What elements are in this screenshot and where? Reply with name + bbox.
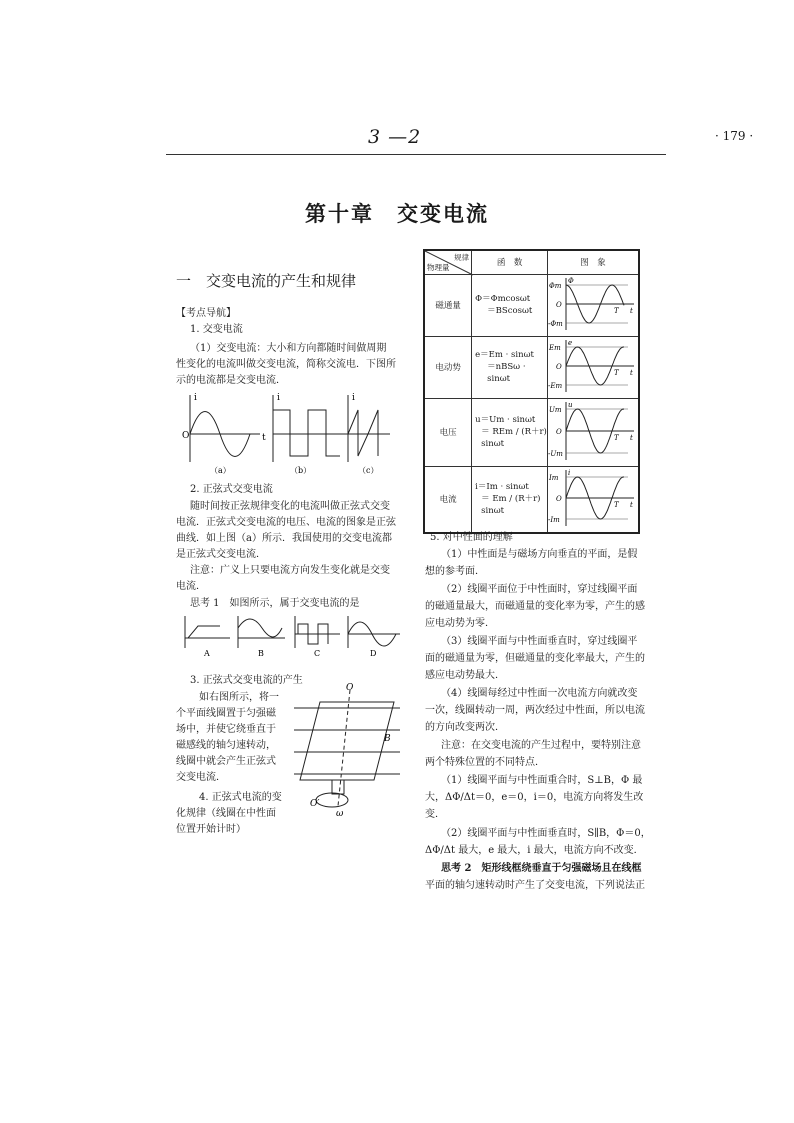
para-line: 个平面线圈置于匀强磁 <box>176 708 276 719</box>
row-name: 电压 <box>424 398 472 466</box>
fig1-label-a: （a） <box>210 466 231 475</box>
omega-label: ω <box>336 809 344 819</box>
max-label: Em <box>549 343 561 352</box>
min-label: -Em <box>548 381 563 390</box>
period-label: T <box>614 500 619 509</box>
header-rule-label: 规律 <box>454 253 470 262</box>
para-heading-4: 4. 正弦式电流的变 <box>199 792 282 803</box>
fig1-label-b: （b） <box>290 466 312 475</box>
para-line: 曲线．如上图（a）所示．我国使用的交变电流都 <box>176 533 392 544</box>
note-line: 注意：在交变电流的产生过程中，要特别注意 <box>441 740 641 751</box>
waveform-figure-abc <box>180 390 395 475</box>
para-line: 示的电流都是交变电流． <box>176 375 286 386</box>
para-line: 随时间按正弦规律变化的电流叫做正弦式交变 <box>190 501 390 512</box>
formula-line: ＝ Em / (R＋r) sinωt <box>481 494 541 516</box>
min-label: -Um <box>548 449 563 458</box>
para-line: 线圈中就会产生正弦式 <box>176 756 276 767</box>
row-formula <box>472 466 548 533</box>
field-b-label: B <box>384 734 391 744</box>
table-row <box>424 398 639 466</box>
header-rule <box>166 154 666 155</box>
section-tag: 【考点导航】 <box>176 308 236 319</box>
header-qty-label: 物理量 <box>427 262 450 272</box>
para-line: 变． <box>425 809 445 820</box>
table-row <box>424 274 639 336</box>
header-diagonal-cell <box>424 250 472 274</box>
min-label: -Im <box>548 515 560 524</box>
section-title: 一 交变电流的产生和规律 <box>176 272 357 290</box>
para-line: 场中，并使它绕垂直于 <box>176 724 276 735</box>
header-graph: 图 象 <box>548 250 640 274</box>
origin-label: O <box>556 494 562 503</box>
option-label-a: A <box>204 649 210 658</box>
note-line: 两个特殊位置的不同特点． <box>425 757 545 768</box>
options-figure <box>180 614 405 659</box>
row-name: 电流 <box>424 466 472 533</box>
period-label: T <box>614 306 619 315</box>
para-line: 化规律（线圈在中性面 <box>176 808 276 819</box>
origin-label: O <box>556 300 562 309</box>
axis-label: i <box>568 468 571 477</box>
para-heading-2: 2. 正弦式交变电流 <box>190 484 273 495</box>
fig1-i-label: i <box>277 393 280 403</box>
para-line: 一次，线圈转动一周，两次经过中性面，所以电流 <box>425 705 645 716</box>
axis-o-top: O <box>346 683 354 693</box>
para-line: 磁感线的轴匀速转动， <box>176 740 276 751</box>
min-label: -Φm <box>548 319 563 328</box>
chapter-title: 第十章 交变电流 <box>305 201 489 226</box>
axis-o-bottom: O′ <box>310 799 320 809</box>
para-line: （1）交变电流：大小和方向都随时间做周期 <box>190 343 387 354</box>
para-line: （1）线圈平面与中性面重合时，S⊥B，Φ 最 <box>441 775 643 786</box>
para-line: 的方向改变两次． <box>425 722 505 733</box>
table-row <box>424 466 639 533</box>
question-1: 思考 1 如图所示，属于交变电流的是 <box>190 598 360 609</box>
row-graph <box>548 336 640 398</box>
ac-summary-table <box>423 249 640 534</box>
formula-line: i＝Im · sinωt <box>475 482 529 492</box>
row-graph <box>548 466 640 533</box>
t-label: t <box>630 368 633 377</box>
para-heading-5: 5. 对中性面的理解 <box>430 532 513 543</box>
option-label-b: B <box>258 649 264 658</box>
para-line: 交变电流． <box>176 772 226 783</box>
para-line: （1）中性面是与磁场方向垂直的平面，是假 <box>441 549 638 560</box>
formula-line: Φ＝Φmcosωt <box>475 294 531 304</box>
max-label: Φm <box>549 281 562 290</box>
row-name: 磁通量 <box>424 274 472 336</box>
option-label-c: C <box>314 649 321 658</box>
para-line: 平面的轴匀速转动时产生了交变电流，下列说法正 <box>425 880 645 891</box>
fig1-label-c: （c） <box>358 466 379 475</box>
para-line: （2）线圈平面与中性面垂直时，S∥B，Φ＝0， <box>441 828 651 839</box>
t-label: t <box>630 306 633 315</box>
axis-label: Φ <box>568 276 574 285</box>
option-label-d: D <box>370 649 377 658</box>
para-line: 的磁通量最大，而磁通量的变化率为零，产生的感 <box>425 601 645 612</box>
graph-svg <box>548 399 638 463</box>
fig1-o-label: O <box>182 431 190 441</box>
para-line: 电流． <box>176 581 206 592</box>
para-line: 电流．正弦式交变电流的电压、电流的图象是正弦 <box>176 517 396 528</box>
formula-line: ＝nBSω · sinωt <box>487 362 526 384</box>
para-line: 大，ΔΦ/Δt＝0，e＝0，i＝0，电流方向将发生改 <box>425 792 644 803</box>
para-line: 如右图所示，将一 <box>199 692 279 703</box>
para-heading-1: 1. 交变电流 <box>190 324 243 335</box>
origin-label: O <box>556 427 562 436</box>
para-line: 注意：广义上只要电流方向发生变化就是交变 <box>190 565 390 576</box>
origin-label: O <box>556 362 562 371</box>
t-label: t <box>630 500 633 509</box>
para-line: （2）线圈平面位于中性面时，穿过线圈平面 <box>441 584 638 595</box>
para-line: ΔΦ/Δt 最大，e 最大，i 最大，电流方向不改变． <box>425 845 644 856</box>
question-2: 思考 2 矩形线框绕垂直于匀强磁场且在线框 <box>441 863 642 874</box>
axis-label: u <box>568 400 573 409</box>
running-header-title: 3 —2 <box>368 126 422 148</box>
graph-svg <box>548 275 638 333</box>
para-line: 面的磁通量为零，但磁通量的变化率最大，产生的 <box>425 653 645 664</box>
formula-line: ＝ REm / (R＋r) sinωt <box>481 427 547 449</box>
para-line: 性变化的电流叫做交变电流，简称交流电．下图所 <box>176 359 396 370</box>
row-graph <box>548 274 640 336</box>
t-label: t <box>630 433 633 442</box>
row-formula <box>472 274 548 336</box>
para-line: 位置开始计时） <box>176 824 246 835</box>
formula-line: ＝BScosωt <box>487 306 533 316</box>
row-name: 电动势 <box>424 336 472 398</box>
row-graph <box>548 398 640 466</box>
para-line: （4）线圈每经过中性面一次电流方向就改变 <box>441 688 638 699</box>
formula-line: u＝Um · sinωt <box>475 415 536 425</box>
para-line: 感应电动势最大． <box>425 670 505 681</box>
para-heading-3: 3. 正弦式交变电流的产生 <box>190 675 303 686</box>
graph-svg <box>548 467 638 529</box>
period-label: T <box>614 368 619 377</box>
para-line: 应电动势为零． <box>425 618 495 629</box>
header-function: 函 数 <box>472 250 548 274</box>
max-label: Um <box>549 405 562 414</box>
graph-svg <box>548 337 638 395</box>
fig1-i-label: i <box>194 393 197 403</box>
table-row <box>424 336 639 398</box>
fig1-i-label: i <box>352 393 355 403</box>
para-line: 想的参考面． <box>425 566 485 577</box>
row-formula <box>472 336 548 398</box>
max-label: Im <box>549 473 559 482</box>
rotating-coil-diagram <box>292 683 407 819</box>
row-formula <box>472 398 548 466</box>
para-line: 是正弦式交变电流． <box>176 549 266 560</box>
period-label: T <box>614 433 619 442</box>
page-number: · 179 · <box>715 129 754 143</box>
para-line: （3）线圈平面与中性面垂直时，穿过线圈平 <box>441 636 638 647</box>
fig1-t-label: t <box>262 433 266 443</box>
axis-label: e <box>568 338 573 347</box>
formula-line: e＝Em · sinωt <box>475 350 534 360</box>
